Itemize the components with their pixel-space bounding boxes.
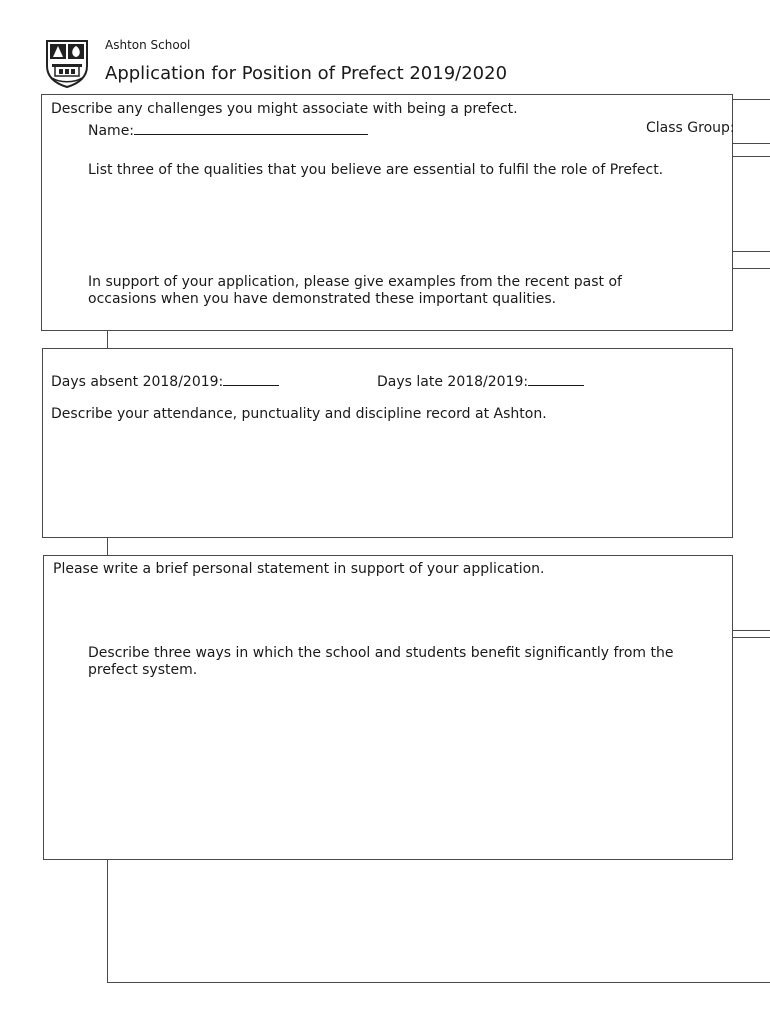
days-late-row	[377, 371, 584, 391]
statement-prompt: Please write a brief personal statement in support of your application.	[53, 561, 545, 577]
challenges-prompt: Describe any challenges you might associate with being a prefect.	[51, 101, 518, 117]
examples-prompt-line2: occasions when you have demonstrated these important qualities.	[88, 291, 557, 307]
examples-prompt-line1: In support of your application, please give examples from the recent past of	[88, 274, 622, 290]
name-label: Name:	[88, 123, 135, 139]
class-group-label: Class Group:	[646, 120, 735, 136]
qualities-prompt: List three of the qualities that you believe are essential to fulfil the role of Prefect.	[88, 162, 664, 178]
days-absent-label: Days absent 2018/2019:	[51, 374, 224, 390]
name-field-row	[88, 120, 368, 140]
bottom-frame-line	[107, 982, 770, 983]
benefit-prompt-line2: prefect system.	[88, 662, 198, 678]
name-field[interactable]	[134, 120, 368, 135]
days-absent-row	[51, 371, 279, 391]
connector-line	[733, 637, 770, 638]
benefit-prompt-line1: Describe three ways in which the school and students benefit significantly from the	[88, 645, 674, 661]
connector-line	[107, 538, 108, 556]
connector-line	[107, 860, 108, 983]
section-statement-box	[43, 555, 733, 860]
connector-line	[733, 268, 770, 269]
connector-line	[107, 331, 108, 349]
record-prompt: Describe your attendance, punctuality and discipline record at Ashton.	[51, 406, 547, 422]
connector-line	[733, 156, 770, 157]
connector-line	[733, 99, 770, 100]
days-absent-field[interactable]	[223, 371, 279, 386]
page-title: Application for Position of Prefect 2019/2020	[105, 63, 508, 84]
connector-line	[733, 143, 770, 144]
days-late-label: Days late 2018/2019:	[377, 374, 529, 390]
days-late-field[interactable]	[528, 371, 584, 386]
school-name: Ashton School	[105, 38, 191, 52]
school-crest-logo	[44, 38, 90, 88]
connector-line	[733, 251, 770, 252]
connector-line	[733, 630, 770, 631]
